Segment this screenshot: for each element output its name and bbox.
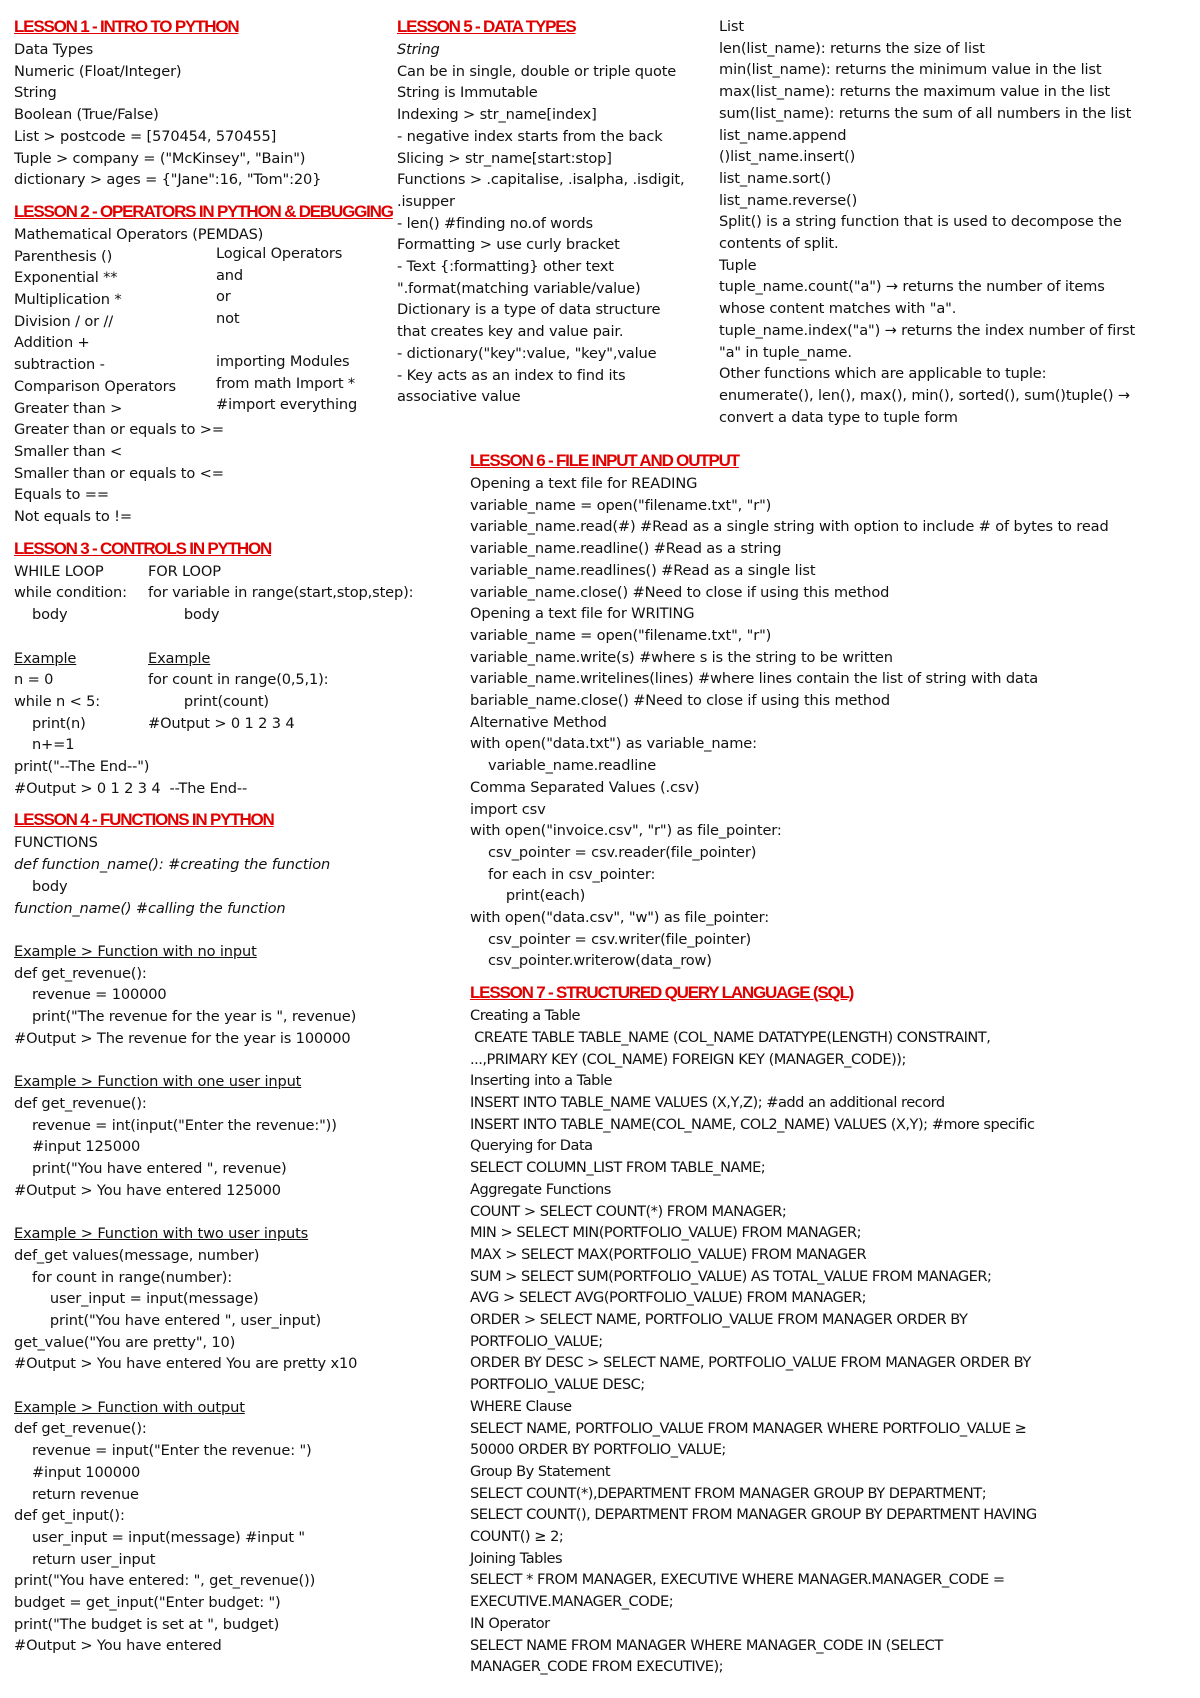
text-line: variable_name.readlines() #Read as a single list — [470, 561, 816, 579]
text-line: print("You have entered: ", get_revenue()) — [14, 1572, 316, 1590]
column-middle — [397, 16, 697, 408]
lesson-2-heading: LESSON 2 - OPERATORS IN PYTHON & DEBUGGING — [14, 201, 393, 221]
text-line: IN Operator — [470, 1614, 550, 1632]
text-line: Division / or // — [14, 312, 114, 330]
text-line: csv_pointer.writerow(data_row) — [470, 952, 712, 970]
lesson-6-body — [470, 473, 1195, 972]
text-line: Example > Function with two user inputs — [14, 1225, 309, 1243]
text-line: List — [719, 18, 744, 35]
text-line: AVG > SELECT AVG(PORTFOLIO_VALUE) FROM MANAGER; — [470, 1289, 867, 1307]
text-line: def get_input(): — [14, 1507, 125, 1525]
text-line: EXECUTIVE.MANAGER_CODE; — [470, 1593, 674, 1611]
text-line — [148, 626, 413, 648]
text-line: MANAGER_CODE FROM EXECUTIVE); — [470, 1658, 724, 1676]
text-line: PORTFOLIO_VALUE DESC; — [470, 1376, 645, 1394]
text-line: dictionary > ages = {"Jane":16, "Tom":20} — [14, 171, 322, 189]
text-line: while n < 5: — [14, 692, 101, 710]
lesson-1-body — [14, 39, 454, 191]
column-right — [719, 16, 1199, 428]
text-line: SELECT COUNT(*),DEPARTMENT FROM MANAGER GROUP BY DEPARTMENT; — [470, 1484, 987, 1502]
text-line: #Output > You have entered — [14, 1637, 222, 1655]
text-line: print("You have entered ", revenue) — [14, 1160, 287, 1177]
text-line: - dictionary("key":value, "key",value — [397, 344, 657, 362]
text-line: Exponential ** — [14, 269, 118, 287]
lesson-3-section — [14, 538, 454, 800]
text-line: INSERT INTO TABLE_NAME VALUES (X,Y,Z); #add an additional record — [470, 1093, 945, 1111]
example-two-inputs — [14, 1223, 454, 1375]
lesson-1-heading: LESSON 1 - INTRO TO PYTHON — [14, 17, 239, 36]
text-line: variable_name = open("filename.txt", "r") — [470, 626, 772, 644]
text-line: budget = get_input("Enter budget: ") — [14, 1594, 281, 1612]
text-line: "a" in tuple_name. — [719, 343, 852, 361]
text-line: while condition: — [14, 584, 127, 602]
text-line: min(list_name): returns the minimum value in the list — [719, 61, 1102, 79]
text-line: #Output > 0 1 2 3 4 --The End-- — [14, 779, 248, 797]
text-line: Parenthesis () — [14, 247, 113, 265]
text-line: variable_name.read(#) #Read as a single string with option to include # of bytes to read — [470, 518, 1109, 536]
text-line: Comma Separated Values (.csv) — [470, 778, 700, 796]
text-line: for count in range(0,5,1): — [148, 671, 329, 689]
lesson-4-heading: LESSON 4 - FUNCTIONS IN PYTHON — [14, 810, 274, 830]
functions-intro — [14, 832, 454, 919]
text-line: MAX > SELECT MAX(PORTFOLIO_VALUE) FROM MANAGER — [470, 1245, 867, 1263]
text-line: max(list_name): returns the maximum value in the list — [719, 83, 1110, 101]
text-line — [14, 626, 148, 648]
text-line: Can be in single, double or triple quote — [397, 62, 677, 80]
text-line: revenue = int(input("Enter the revenue:")) — [14, 1116, 337, 1134]
while-loop-column — [14, 561, 148, 756]
text-line: Logical Operators — [216, 244, 343, 262]
text-line: importing Modules — [216, 352, 350, 370]
lesson-5-body — [397, 39, 697, 408]
text-line: Alternative Method — [470, 713, 607, 731]
text-line: Example — [148, 649, 211, 667]
text-line: return user_input — [14, 1550, 156, 1568]
text-line: csv_pointer = csv.reader(file_pointer) — [470, 843, 757, 861]
text-line: def get_revenue(): — [14, 964, 147, 982]
text-line: variable_name.readline() #Read as a string — [470, 540, 782, 558]
text-line: revenue = 100000 — [14, 986, 167, 1004]
text-line: List > postcode = [570454, 570455] — [14, 127, 277, 145]
text-line: sum(list_name): returns the sum of all numbers in the list — [719, 104, 1132, 122]
text-line: variable_name.close() #Need to close if using this method — [470, 583, 890, 601]
text-line: Querying for Data — [470, 1137, 593, 1155]
text-line: SUM > SELECT SUM(PORTFOLIO_VALUE) AS TOTAL_VALUE FROM MANAGER; — [470, 1267, 992, 1285]
text-line: #import everything — [216, 396, 358, 414]
text-line: .isupper — [397, 192, 455, 210]
text-line: def function_name(): #creating the function — [14, 856, 331, 874]
lesson-7-body — [470, 1005, 1195, 1678]
text-line: FUNCTIONS — [14, 834, 98, 852]
text-line: Example — [14, 649, 77, 667]
text-line: Mathematical Operators (PEMDAS) — [14, 225, 264, 243]
text-line: not — [216, 310, 240, 328]
text-line: Equals to == — [14, 486, 109, 504]
text-line: #input 100000 — [14, 1463, 141, 1481]
text-line: print("The budget is set at ", budget) — [14, 1615, 280, 1633]
lesson-3-heading: LESSON 3 - CONTROLS IN PYTHON — [14, 538, 272, 558]
text-line: for count in range(number): — [14, 1268, 233, 1286]
lesson-7-section — [470, 982, 1195, 1678]
text-line: Boolean (True/False) — [14, 106, 159, 124]
list-tuple-notes — [719, 16, 1199, 428]
importing-modules-block — [216, 351, 357, 416]
text-line: Numeric (Float/Integer) — [14, 62, 182, 80]
text-line: SELECT NAME, PORTFOLIO_VALUE FROM MANAGER WHERE PORTFOLIO_VALUE ≥ — [470, 1419, 1027, 1437]
text-line: and — [216, 266, 244, 284]
text-line: return revenue — [14, 1485, 139, 1503]
text-line: n = 0 — [14, 671, 54, 689]
text-line: def get_revenue(): — [14, 1420, 147, 1438]
text-line: Greater than or equals to >= — [14, 421, 224, 439]
text-line: Slicing > str_name[start:stop] — [397, 149, 612, 167]
text-line: Creating a Table — [470, 1007, 581, 1025]
text-line: Smaller than < — [14, 442, 123, 460]
text-line: variable_name.writelines(lines) #where lines contain the list of string with data — [470, 670, 1039, 688]
lesson-6-section — [470, 450, 1195, 972]
text-line: Greater than > — [14, 399, 123, 417]
text-line: Example > Function with no input — [14, 942, 257, 960]
text-line: for variable in range(start,stop,step): — [148, 584, 414, 602]
text-line: Opening a text file for WRITING — [470, 605, 695, 623]
text-line: Smaller than or equals to <= — [14, 464, 224, 482]
text-line: revenue = input("Enter the revenue: ") — [14, 1442, 312, 1460]
text-line: WHERE Clause — [470, 1397, 572, 1415]
text-line: INSERT INTO TABLE_NAME(COL_NAME, COL2_NAME) VALUES (X,Y); #more specific — [470, 1115, 1035, 1133]
text-line: Multiplication * — [14, 291, 122, 309]
text-line: variable_name.write(s) #where s is the string to be written — [470, 648, 893, 666]
text-line: ...,PRIMARY KEY (COL_NAME) FOREIGN KEY (MANAGER_CODE)); — [470, 1050, 906, 1068]
text-line: - negative index starts from the back — [397, 127, 663, 145]
text-line: list_name.sort() — [719, 169, 831, 187]
text-line: #Output > 0 1 2 3 4 — [148, 714, 295, 732]
text-line: get_value("You are pretty", 10) — [14, 1333, 236, 1351]
text-line: print("--The End--") — [14, 758, 150, 776]
text-line: with open("data.txt") as variable_name: — [470, 735, 757, 753]
text-line: body — [14, 606, 68, 624]
text-line: or — [216, 288, 231, 306]
text-line: String — [14, 84, 57, 102]
text-line: convert a data type to tuple form — [719, 408, 958, 426]
text-line: Formatting > use curly bracket — [397, 236, 620, 254]
text-line: len(list_name): returns the size of list — [719, 39, 985, 57]
text-line: CREATE TABLE TABLE_NAME (COL_NAME DATATYPE(LENGTH) CONSTRAINT, — [470, 1028, 991, 1046]
text-line: tuple_name.count("a") → returns the number of items — [719, 278, 1105, 296]
text-line: #input 125000 — [14, 1138, 141, 1156]
text-line: with open("invoice.csv", "r") as file_pointer: — [470, 822, 782, 840]
text-line: ".format(matching variable/value) — [397, 279, 641, 297]
text-line: Group By Statement — [470, 1462, 611, 1480]
text-line: def get_revenue(): — [14, 1094, 147, 1112]
text-line: Tuple > company = ("McKinsey", "Bain") — [14, 149, 306, 167]
text-line: with open("data.csv", "w") as file_pointer: — [470, 909, 769, 927]
example-with-output — [14, 1397, 454, 1657]
text-line: list_name.append — [719, 126, 847, 144]
loop-columns — [14, 561, 454, 756]
text-line: SELECT COLUMN_LIST FROM TABLE_NAME; — [470, 1159, 766, 1177]
text-line: SELECT NAME FROM MANAGER WHERE MANAGER_CODE IN (SELECT — [470, 1636, 943, 1654]
text-line: WHILE LOOP — [14, 562, 104, 580]
text-line: Other functions which are applicable to tuple: — [719, 365, 1047, 383]
text-line: bariable_name.close() #Need to close if using this method — [470, 692, 890, 710]
lesson-4-section — [14, 809, 454, 1657]
text-line: Example > Function with output — [14, 1398, 245, 1416]
text-line: Inserting into a Table — [470, 1072, 612, 1090]
text-line: COUNT() ≥ 2; — [470, 1528, 564, 1546]
text-line: Data Types — [14, 41, 94, 58]
text-line: Functions > .capitalise, .isalpha, .isdigit, — [397, 171, 685, 189]
text-line: ORDER > SELECT NAME, PORTFOLIO_VALUE FROM MANAGER ORDER BY — [470, 1311, 968, 1329]
text-line: print("The revenue for the year is ", revenue) — [14, 1008, 357, 1026]
text-line: n+=1 — [14, 736, 75, 754]
text-line: FOR LOOP — [148, 562, 221, 580]
text-line: Aggregate Functions — [470, 1180, 611, 1198]
text-line: user_input = input(message) — [14, 1290, 259, 1308]
text-line: #Output > You have entered 125000 — [14, 1181, 281, 1199]
text-line: from math Import * — [216, 374, 356, 392]
text-line: Dictionary is a type of data structure — [397, 301, 661, 319]
text-line: Not equals to != — [14, 508, 132, 526]
text-line: print("You have entered ", user_input) — [14, 1311, 321, 1329]
logical-operators-block — [216, 243, 342, 330]
text-line: SELECT COUNT(), DEPARTMENT FROM MANAGER GROUP BY DEPARTMENT HAVING — [470, 1506, 1037, 1524]
lesson-5-heading: LESSON 5 - DATA TYPES — [397, 17, 576, 36]
text-line: ()list_name.insert() — [719, 148, 856, 166]
text-line: body — [14, 877, 68, 895]
text-line: Split() is a string function that is used to decompose the — [719, 213, 1122, 231]
example-one-input — [14, 1071, 454, 1201]
text-line: Example > Function with one user input — [14, 1073, 302, 1091]
text-line: variable_name = open("filename.txt", "r") — [470, 496, 772, 514]
text-line: whose content matches with "a". — [719, 300, 957, 318]
lesson-7-heading: LESSON 7 - STRUCTURED QUERY LANGUAGE (SQL) — [470, 983, 854, 1003]
text-line: contents of split. — [719, 235, 839, 253]
column-left — [14, 16, 454, 1657]
text-line: MIN > SELECT MIN(PORTFOLIO_VALUE) FROM MANAGER; — [470, 1224, 862, 1242]
text-line: Indexing > str_name[index] — [397, 106, 597, 124]
text-line: that creates key and value pair. — [397, 323, 624, 341]
text-line: print(count) — [148, 692, 269, 710]
text-line: - len() #finding no.of words — [397, 214, 593, 232]
text-line: 50000 ORDER BY PORTFOLIO_VALUE; — [470, 1441, 726, 1459]
text-line: print(n) — [14, 714, 86, 732]
text-line: Addition + — [14, 334, 90, 352]
text-line: enumerate(), len(), max(), min(), sorted(), sum()tuple() → — [719, 386, 1131, 404]
column-lower-right — [470, 450, 1195, 1678]
text-line: function_name() #calling the function — [14, 899, 286, 917]
text-line: list_name.reverse() — [719, 191, 858, 209]
text-line: - Key acts as an index to find its — [397, 366, 626, 384]
text-line: print(each) — [470, 887, 586, 905]
lesson-2-section — [14, 201, 454, 528]
example-no-input — [14, 941, 454, 1050]
text-line: associative value — [397, 388, 521, 406]
text-line: def_get values(message, number) — [14, 1246, 260, 1264]
text-line: ORDER BY DESC > SELECT NAME, PORTFOLIO_VALUE FROM MANAGER ORDER BY — [470, 1354, 1031, 1372]
text-line: Opening a text file for READING — [470, 475, 698, 492]
text-line: - Text {:formatting} other text — [397, 258, 614, 276]
text-line: SELECT * FROM MANAGER, EXECUTIVE WHERE MANAGER.MANAGER_CODE = — [470, 1571, 1005, 1589]
text-line: Tuple — [719, 256, 757, 274]
text-line: body — [148, 606, 220, 624]
for-loop-column — [148, 561, 413, 756]
text-line: String — [397, 41, 440, 58]
lesson-6-heading: LESSON 6 - FILE INPUT AND OUTPUT — [470, 451, 739, 470]
text-line: csv_pointer = csv.writer(file_pointer) — [470, 930, 752, 948]
text-line: #Output > You have entered You are pretty x10 — [14, 1355, 358, 1373]
text-line: COUNT > SELECT COUNT(*) FROM MANAGER; — [470, 1202, 787, 1220]
text-line: tuple_name.index("a") → returns the index number of first — [719, 321, 1136, 339]
text-line: for each in csv_pointer: — [470, 865, 656, 883]
text-line: Joining Tables — [470, 1549, 563, 1567]
text-line: PORTFOLIO_VALUE; — [470, 1332, 603, 1350]
text-line: Comparison Operators — [14, 377, 176, 395]
lesson-1-section — [14, 16, 454, 191]
text-line: variable_name.readline — [470, 757, 657, 775]
text-line — [148, 734, 413, 756]
lesson-3-tail — [14, 756, 454, 799]
text-line: user_input = input(message) #input " — [14, 1528, 305, 1546]
text-line: subtraction - — [14, 356, 105, 374]
text-line: String is Immutable — [397, 84, 538, 102]
text-line: #Output > The revenue for the year is 100000 — [14, 1029, 351, 1047]
text-line: import csv — [470, 800, 546, 818]
